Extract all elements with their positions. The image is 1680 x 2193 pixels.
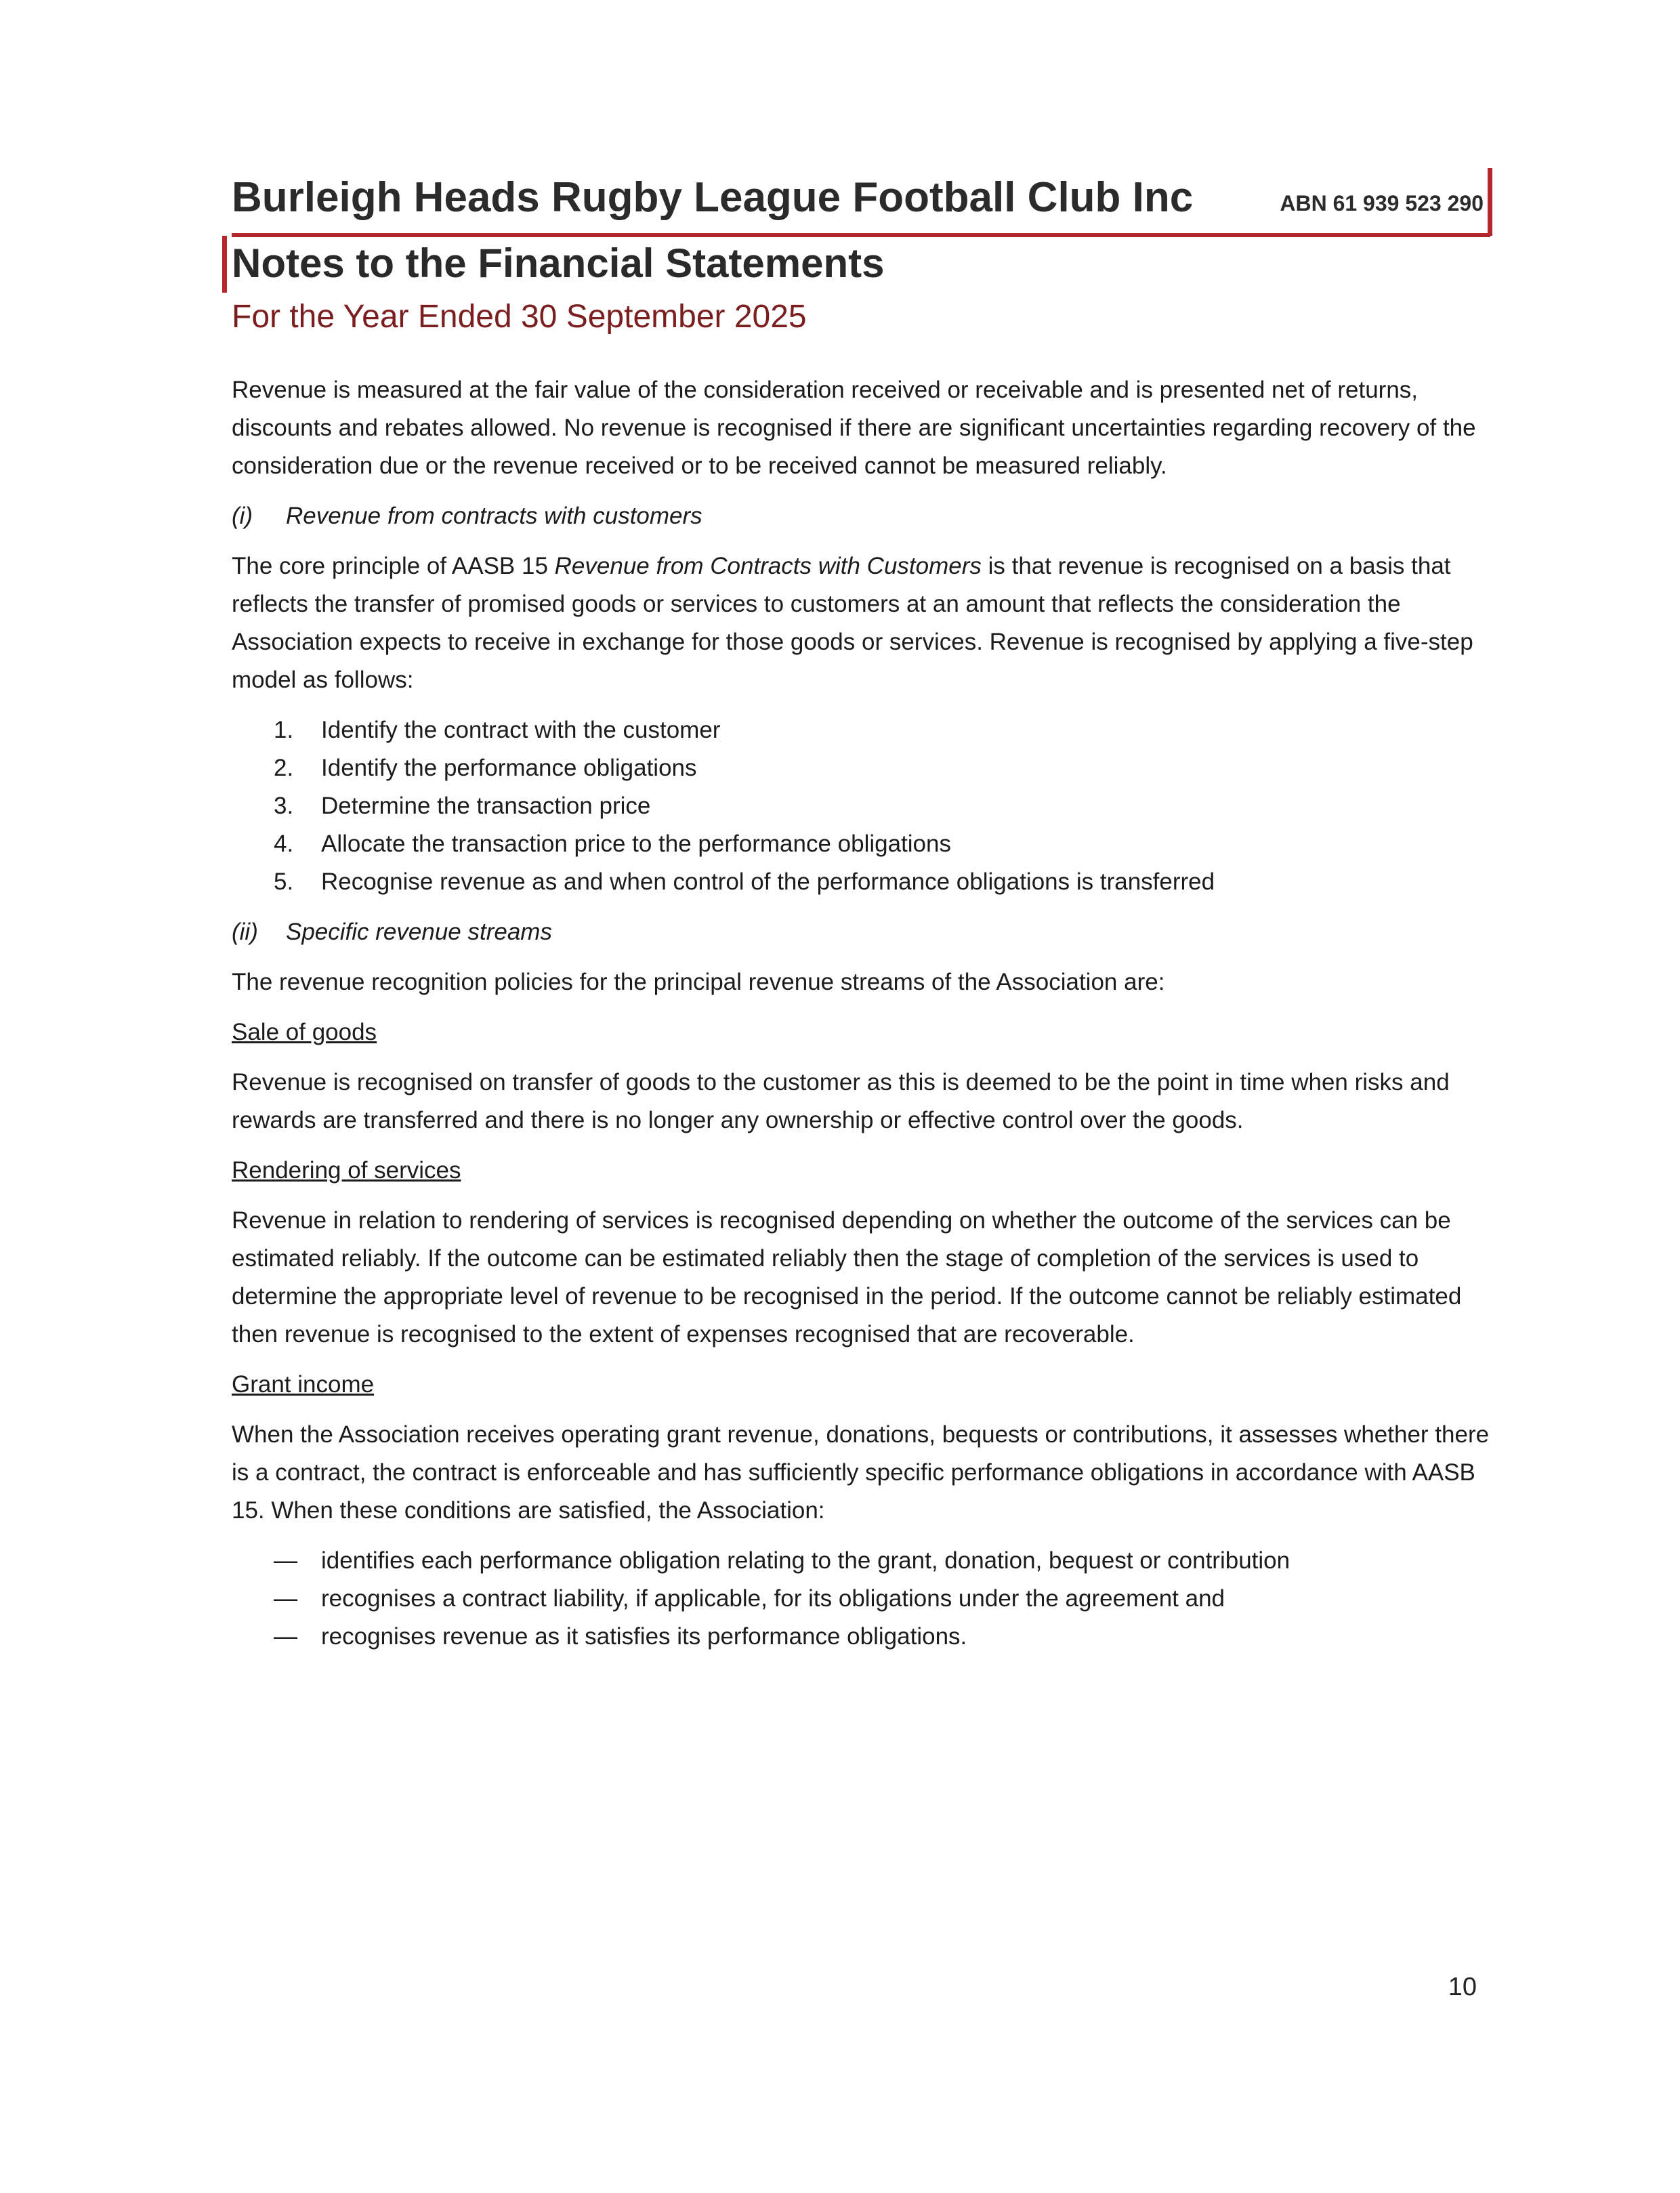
page-number: 10 [1448,1973,1477,2001]
sale-of-goods-text: Revenue is recognised on transfer of goods to the customer as this is deemed to be the point in time when risks and rewards are transferred and there is no longer any ownership or effective control over the goods. [232,1069,1450,1133]
list-item-text: Determine the transaction price [321,793,651,819]
dash-marker: — [274,1547,297,1574]
rendering-services-text: Revenue in relation to rendering of services is recognised depending on whether the outcome of the services can be estimated reliably. If the outcome can be estimated reliably then the stage of completion of the services is used to determine the appropriate level of revenue to be recognised in the period. If the outcome cannot be reliably estimated then revenue is recognised to the extent of expenses recognised that are recoverable. [232,1207,1462,1348]
list-item-text: Identify the performance obligations [321,755,697,781]
list-item [232,825,1492,863]
list-item-text: Recognise revenue as and when control of the performance obligations is transferred [321,869,1215,895]
header-rule [232,233,1490,237]
rendering-services-heading: Rendering of services [232,1157,461,1184]
page-title: Notes to the Financial Statements [232,241,885,286]
header-rule-right-tick [1488,168,1492,236]
list-marker: 2. [274,755,294,781]
section-i-heading [232,497,1492,535]
grant-income-heading: Grant income [232,1371,375,1398]
grant-income-text: When the Association receives operating grant revenue, donations, bequests or contributions, it assesses whether there is a contract, the contract is enforceable and has sufficiently specific performance obligations in accordance with AASB 15. When these conditions are satisfied, the Association: [232,1421,1490,1524]
document-body [232,371,1492,1656]
list-item-text: identifies each performance obligation relating to the grant, donation, bequest or contribution [321,1547,1290,1574]
list-item [232,749,1492,787]
list-item [232,787,1492,825]
section-ii-number: (ii) [232,919,258,945]
aasb15-paragraph-end: is that revenue is recognised on a basis that reflects the transfer of promised goods or services to customers at an amount that reflects the consideration the Association expects to receive in exchange for those goods or services. Revenue is recognised by applying a five-step model as follows: [232,553,1473,693]
dash-marker: — [274,1623,297,1650]
list-item [232,1618,1492,1656]
list-item [232,1580,1492,1618]
list-item-text: Allocate the transaction price to the performance obligations [321,831,951,857]
list-item [232,1542,1492,1580]
club-name: Burleigh Heads Rugby League Football Club Inc [232,174,1194,221]
aasb15-paragraph-start: The core principle of AASB 15 [232,553,555,579]
list-item [232,863,1492,901]
dash-marker: — [274,1585,297,1612]
header-line [232,173,1492,228]
list-marker: 3. [274,793,294,819]
list-marker: 1. [274,717,294,743]
aasb15-standard-title: Revenue from Contracts with Customers [554,553,982,579]
list-item-text: recognises a contract liability, if applicable, for its obligations under the agreement and [321,1585,1225,1612]
list-item [232,711,1492,749]
list-marker: 4. [274,831,294,857]
revenue-streams-intro: The revenue recognition policies for the principal revenue streams of the Association are: [232,969,1165,995]
list-marker: 5. [274,869,294,895]
abn-number: ABN 61 939 523 290 [1280,191,1484,215]
list-item-text: Identify the contract with the customer [321,717,721,743]
section-ii-heading [232,913,1492,951]
section-i-title: Revenue from contracts with customers [286,503,702,529]
header-rule-left-tick [222,236,227,293]
five-step-list [232,711,1492,901]
intro-paragraph: Revenue is measured at the fair value of the consideration received or receivable and is presented net of returns, discounts and rebates allowed. No revenue is recognised if there are significant uncertainties regarding recovery of the consideration due or the revenue received or to be received cannot be measured reliably. [232,377,1476,479]
section-i-number: (i) [232,503,253,529]
list-item-text: recognises revenue as it satisfies its performance obligations. [321,1623,967,1650]
aasb15-paragraph [232,547,1492,699]
grant-obligations-list [232,1542,1492,1656]
section-ii-title: Specific revenue streams [286,919,552,945]
page-subtitle: For the Year Ended 30 September 2025 [232,299,807,335]
sale-of-goods-heading: Sale of goods [232,1019,377,1045]
